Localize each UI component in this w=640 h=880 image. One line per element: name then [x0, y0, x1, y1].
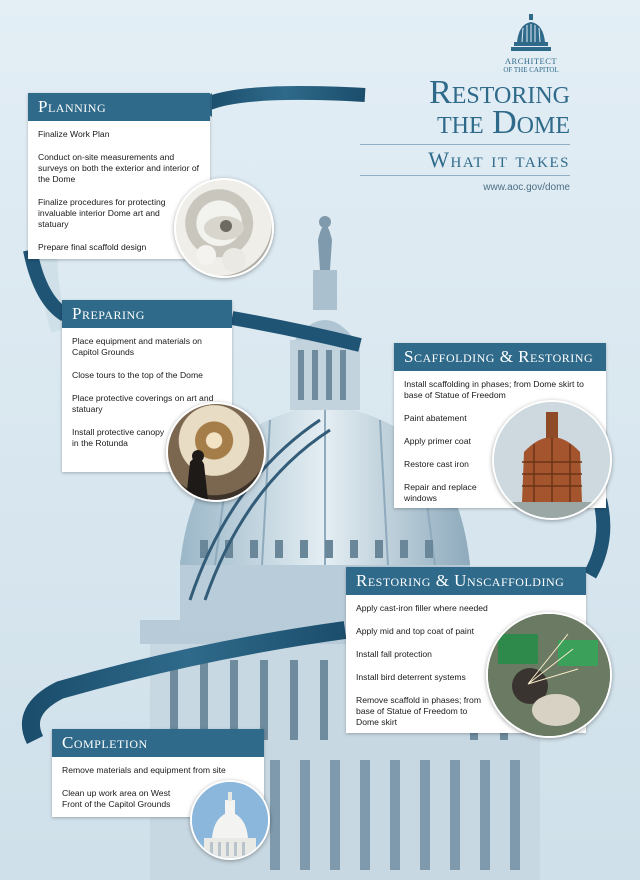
- list-item: Install scaffolding in phases; from Dome skirt to base of Statue of Freedom: [404, 379, 584, 400]
- list-item: Restore cast iron: [404, 459, 469, 469]
- list-item: Repair and replace windows: [404, 482, 477, 503]
- list-item: Install bird deterrent systems: [356, 672, 466, 682]
- unscaffolding-heading: Restoring & Unscaffolding: [346, 567, 586, 595]
- preparing-photo: [166, 402, 266, 502]
- scaffolding-photo: [492, 400, 612, 520]
- list-item: Apply primer coat: [404, 436, 471, 446]
- list-item: Install protective canopy in the Rotunda: [72, 427, 165, 448]
- list-item: Apply cast-iron filler where needed: [356, 603, 488, 613]
- logo-line-1: ARCHITECT: [504, 56, 558, 66]
- website-link[interactable]: www.aoc.gov/dome: [483, 182, 570, 193]
- title-line-1: Restoring: [429, 74, 570, 111]
- list-item: Finalize procedures for protecting invaluable interior Dome art and statuary: [38, 197, 166, 229]
- list-item: Remove materials and equipment from site: [62, 765, 226, 775]
- completion-heading: Completion: [52, 729, 264, 757]
- preparing-heading: Preparing: [62, 300, 232, 328]
- planning-photo: [174, 178, 274, 278]
- logo-line-2: OF THE CAPITOL: [503, 66, 559, 74]
- list-item: Apply mid and top coat of paint: [356, 626, 475, 636]
- list-item: Install fall protection: [356, 649, 432, 659]
- subtitle: What it takes: [360, 144, 570, 176]
- capitol-dome-icon: [511, 14, 551, 52]
- title-line-2: the Dome: [436, 104, 570, 141]
- list-item: Place protective coverings on art and statuary: [72, 393, 214, 414]
- completion-photo: [190, 780, 270, 860]
- scaffolding-heading: Scaffolding & Restoring: [394, 343, 606, 371]
- list-item: Close tours to the top of the Dome: [72, 370, 203, 380]
- title-block: [360, 74, 570, 193]
- list-item: Finalize Work Plan: [38, 129, 110, 139]
- list-item: Conduct on-site measurements and surveys on both the exterior and interior of the Dome: [38, 152, 199, 184]
- list-item: Prepare final scaffold design: [38, 242, 147, 252]
- list-item: Clean up work area on West Front of the Capitol Grounds: [62, 788, 171, 809]
- list-item: Paint abatement: [404, 413, 467, 423]
- unscaffolding-photo: [486, 612, 612, 738]
- list-item: Remove scaffold in phases; from base of Statue of Freedom to Dome skirt: [356, 695, 481, 727]
- list-item: Place equipment and materials on Capitol Grounds: [72, 336, 202, 357]
- planning-heading: Planning: [28, 93, 210, 121]
